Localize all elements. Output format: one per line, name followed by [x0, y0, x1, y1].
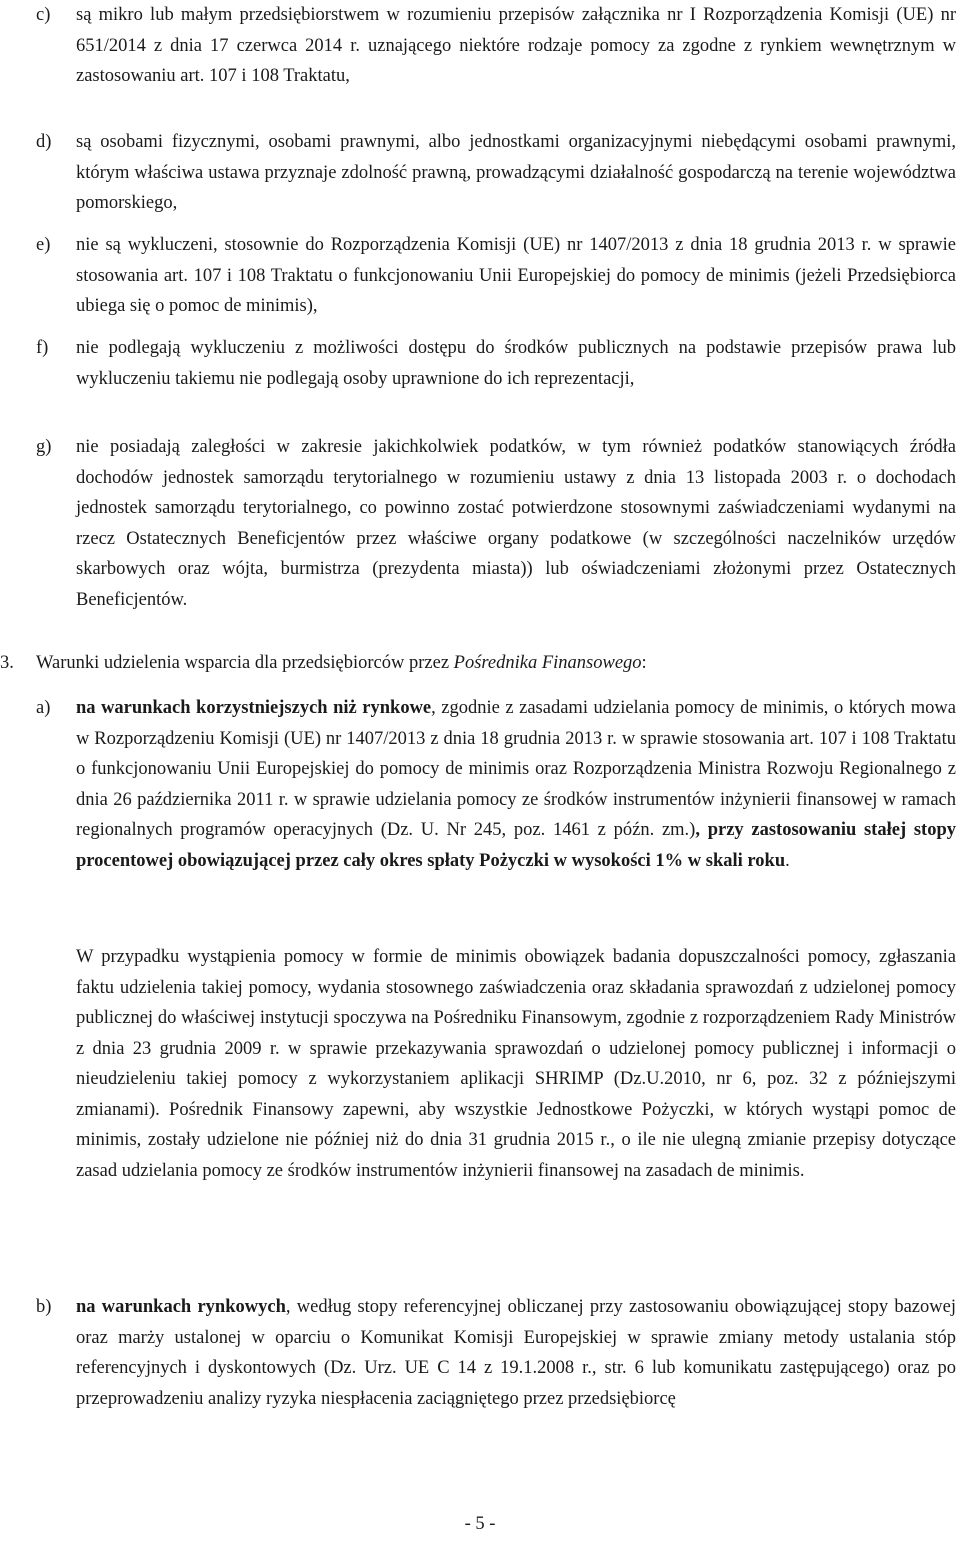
item-label: e) [36, 235, 51, 255]
section-title-italic: Pośrednika Finansowego [453, 653, 642, 673]
item-text-end: . [785, 850, 790, 871]
item-text-body: , według stopy referencyjnej obliczanej przy zastosowaniu obowiązującej stopy bazowej oraz marży ustalonej w oparciu o Komunikat Komisji Europejskiej w sprawie zmiany metody ustalania stóp referencyjnych i dyskontowych (Dz. Urz. UE C 14 z 19.1.2008 r., str. 6 lub komunikatu zastępującego) oraz po przeprowadzeniu analizy ryzyka niespłacenia zaciągniętego przez przedsiębiorcę [76, 1297, 956, 1409]
item-text: są osobami fizycznymi, osobami prawnymi, albo jednostkami organizacyjnymi niebędącymi osobami prawnymi, którym właściwa ustawa przyznaje zdolność prawną, prowadzącymi działalność gospodarczą na terenie województwa pomorskiego, [76, 132, 956, 213]
section-title-suffix: : [641, 653, 647, 673]
item-label: a) [36, 698, 51, 718]
bold-phrase-end: , przy zastosowaniu stałej stopy procentowej obowiązującej przez cały okres spłaty Pożyczki w wysokości 1% w skali roku [76, 820, 956, 871]
item-label: c) [36, 5, 51, 25]
item-label: f) [36, 338, 49, 358]
item-text: są mikro lub małym przedsiębiorstwem w rozumieniu przepisów załącznika nr I Rozporządzenia Komisji (UE) nr 651/2014 z dnia 17 czerwca 2014 r. uznającego niektóre rodzaje pomocy za zgodne z rynkiem wewnętrznym w zastosowaniu art. 107 i 108 Traktatu, [76, 5, 956, 86]
item-paragraph-2: W przypadku wystąpienia pomocy w formie de minimis obowiązek badania dopuszczalności pomocy, zgłaszania faktu udzielenia takiej pomocy, wydania stosownego zaświadczenia oraz składania sprawozdań z udzielonej pomocy publicznej do właściwej instytucji spoczywa na Pośredniku Finansowym, zgodnie z rozporządzeniem Rady Ministrów z dnia 23 grudnia 2009 r. w sprawie przekazywania sprawozdań o udzielonej pomocy publicznej i informacji o nieudzieleniu takiej pomocy z wykorzystaniem aplikacji SHRIMP (Dz.U.2010, nr 6, poz. 32 z późniejszymi zmianami). Pośrednik Finansowy zapewni, aby wszystkie Jednostkowe Pożyczki, w których wystąpi pomoc de minimis, zostały udzielone nie później niż do dnia 31 grudnia 2015 r., o ile nie ulegną zmianie przepisy dotyczące zasad udzielania pomocy ze środków instrumentów inżynierii finansowej na zasadach de minimis. [76, 947, 956, 1181]
item-text [76, 693, 956, 876]
section-title-text: Warunki udzielenia wsparcia dla przedsiębiorców przez [36, 653, 454, 673]
item-text: nie są wykluczeni, stosownie do Rozporządzenia Komisji (UE) nr 1407/2013 z dnia 18 grudnia 2013 r. w sprawie stosowania art. 107 i 108 Traktatu o funkcjonowaniu Unii Europejskiej do pomocy de minimis (jeżeli Przedsiębiorca ubiega się o pomoc de minimis), [76, 235, 956, 316]
item-label: d) [36, 132, 52, 152]
item-label: b) [36, 1297, 52, 1317]
bold-phrase: na warunkach rynkowych [76, 1297, 286, 1317]
item-text: nie posiadają zaległości w zakresie jakichkolwiek podatków, w tym również podatków stanowiących źródła dochodów jednostek samorządu terytorialnego w rozumieniu ustawy z dnia 13 listopada 2003 r. o dochodach jednostek samorządu terytorialnego, co powinno zostać potwierdzone stosownymi zaświadczeniami wydanymi na rzecz Ostatecznych Beneficjentów przez właściwe organy podatkowe (w szczególności naczelników urzędów skarbowych oraz wójta, burmistrza (prezydenta miasta)) lub oświadczeniami złożonymi przez Ostatecznych Beneficjentów. [76, 437, 956, 610]
item-label: g) [36, 437, 52, 457]
item-text: nie podlegają wykluczeniu z możliwości dostępu do środków publicznych na podstawie przepisów prawa lub wykluczeniu takiemu nie podlegają osoby uprawnione do ich reprezentacji, [76, 338, 956, 389]
section-title [36, 648, 647, 679]
bold-phrase: na warunkach korzystniejszych niż rynkowe [76, 698, 432, 718]
section-number: 3. [0, 653, 14, 673]
item-text [76, 1292, 956, 1414]
page-number: - 5 - [464, 1514, 496, 1534]
item-text-mid: , zgodnie z zasadami udzielania pomocy de minimis, o których mowa w Rozporządzeniu Komisji (UE) nr 1407/2013 z dnia 18 grudnia 2013 r. w sprawie stosowania art. 107 i 108 Traktatu o funkcjonowaniu Unii Europejskiej do pomocy de minimis oraz Rozporządzenia Ministra Rozwoju Regionalnego z dnia 26 października 2011 r. w sprawie udzielania pomocy ze środków instrumentów inżynierii finansowej w ramach regionalnych programów operacyjnych (Dz. U. Nr 245, poz. 1461 z późn. zm.) [76, 698, 956, 840]
